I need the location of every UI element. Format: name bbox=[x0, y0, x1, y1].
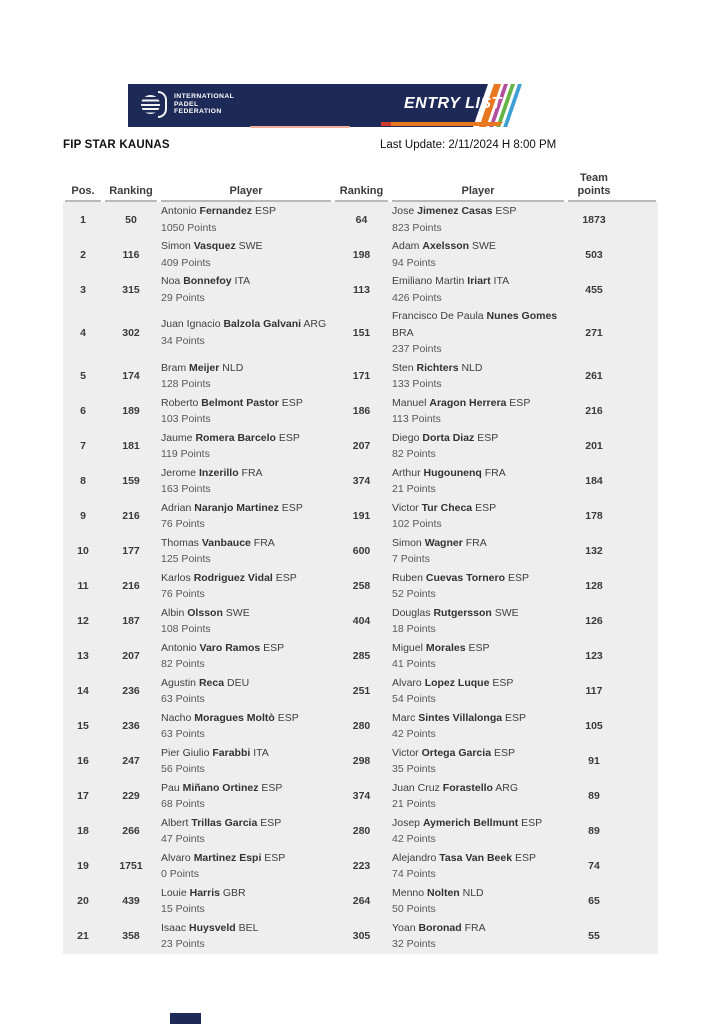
fip-logo bbox=[141, 91, 234, 118]
player-cell-1 bbox=[159, 709, 333, 744]
ranking-cell-2: 251 bbox=[352, 685, 371, 697]
table-row bbox=[63, 307, 658, 359]
player-cell-2 bbox=[390, 202, 566, 237]
player-cell-2 bbox=[390, 709, 566, 744]
player-cell-2 bbox=[390, 569, 566, 604]
player-points: 21 Points bbox=[392, 483, 436, 495]
player-cell-1 bbox=[159, 639, 333, 674]
logo-line-2: PADEL bbox=[174, 100, 199, 108]
player-cell-2 bbox=[390, 272, 566, 307]
player-points: 7 Points bbox=[392, 553, 430, 565]
player-name: Pier Giulio Farabbi ITA bbox=[161, 746, 269, 759]
table-row bbox=[63, 814, 658, 849]
player-cell-1 bbox=[159, 814, 333, 849]
player-cell-2 bbox=[390, 919, 566, 954]
player-cell-1 bbox=[159, 569, 333, 604]
team-points-cell: 91 bbox=[588, 755, 600, 767]
ranking-cell-1: 116 bbox=[122, 248, 140, 261]
player-points: 56 Points bbox=[161, 763, 205, 775]
pos-cell: 10 bbox=[77, 545, 89, 557]
table-row bbox=[63, 779, 658, 814]
player-cell-2 bbox=[390, 744, 566, 779]
ranking-cell-1: 439 bbox=[122, 895, 140, 907]
player-points: 63 Points bbox=[161, 728, 205, 740]
team-points-cell: 117 bbox=[585, 685, 603, 697]
player-name: Isaac Huysveld BEL bbox=[161, 921, 259, 934]
player-points: 76 Points bbox=[161, 588, 205, 600]
player-cell-1 bbox=[159, 674, 333, 709]
ranking-cell-1: 159 bbox=[122, 475, 140, 487]
player-name: Douglas Rutgersson SWE bbox=[392, 606, 519, 619]
player-cell-1 bbox=[159, 604, 333, 639]
last-update-label: Last Update: 2/11/2024 H 8:00 PM bbox=[380, 139, 557, 151]
player-points: 1050 Points bbox=[161, 221, 217, 234]
ranking-cell-1: 266 bbox=[122, 825, 140, 837]
player-name: Nacho Moragues Moltò ESP bbox=[161, 711, 299, 724]
column-header-ranking-1: Ranking bbox=[105, 185, 157, 203]
ranking-cell-2: 113 bbox=[353, 283, 370, 296]
logo-line-1: INTERNATIONAL bbox=[174, 93, 235, 101]
player-points: 128 Points bbox=[161, 378, 211, 390]
column-header-pos: Pos. bbox=[65, 185, 101, 203]
player-cell-1 bbox=[159, 499, 333, 534]
player-name: Albert Trillas Garcia ESP bbox=[161, 816, 282, 829]
ranking-cell-1: 229 bbox=[122, 790, 140, 802]
player-name: Jaume Romera Barcelo ESP bbox=[161, 431, 300, 444]
team-points-cell: 105 bbox=[585, 720, 603, 732]
player-points: 108 Points bbox=[161, 623, 211, 635]
player-points: 74 Points bbox=[392, 868, 436, 880]
ranking-cell-1: 302 bbox=[122, 326, 140, 339]
team-points-cell: 89 bbox=[588, 790, 600, 802]
entry-list-banner bbox=[128, 84, 518, 127]
player-points: 52 Points bbox=[392, 588, 436, 600]
player-cell-2 bbox=[390, 499, 566, 534]
table-row bbox=[63, 744, 658, 779]
table-row bbox=[63, 534, 658, 569]
pos-cell: 3 bbox=[80, 283, 86, 296]
table-row bbox=[63, 359, 658, 394]
pos-cell: 2 bbox=[80, 248, 86, 261]
player-points: 0 Points bbox=[161, 868, 199, 880]
pos-cell: 5 bbox=[80, 370, 86, 382]
pos-cell: 9 bbox=[80, 510, 86, 522]
player-cell-1 bbox=[159, 884, 333, 919]
table-row bbox=[63, 709, 658, 744]
ranking-cell-2: 223 bbox=[352, 860, 371, 872]
player-cell-2 bbox=[390, 604, 566, 639]
player-cell-2 bbox=[390, 534, 566, 569]
team-points-cell: 271 bbox=[585, 326, 603, 339]
player-name: Victor Tur Checa ESP bbox=[392, 501, 497, 514]
ranking-cell-1: 1751 bbox=[119, 860, 143, 872]
ranking-cell-2: 280 bbox=[352, 825, 371, 837]
player-cell-2 bbox=[390, 849, 566, 884]
player-name: Jose Jimenez Casas ESP bbox=[392, 205, 517, 217]
banner-underline-orange bbox=[391, 122, 503, 126]
player-name: Ruben Cuevas Tornero ESP bbox=[392, 571, 529, 584]
ranking-cell-1: 177 bbox=[122, 545, 140, 557]
table-row bbox=[63, 569, 658, 604]
player-points: 82 Points bbox=[392, 448, 436, 460]
pos-cell: 12 bbox=[77, 615, 89, 627]
ranking-cell-1: 247 bbox=[122, 755, 140, 767]
pos-cell: 13 bbox=[77, 650, 89, 662]
player-points: 82 Points bbox=[161, 658, 205, 670]
column-header-player-1: Player bbox=[161, 185, 331, 203]
player-cell-1 bbox=[159, 394, 333, 429]
arc-icon bbox=[158, 91, 167, 118]
team-points-cell: 184 bbox=[585, 475, 603, 487]
ranking-cell-1: 216 bbox=[122, 580, 140, 592]
player-points: 54 Points bbox=[392, 693, 436, 705]
player-cell-2 bbox=[390, 429, 566, 464]
player-cell-1 bbox=[159, 464, 333, 499]
ranking-cell-2: 258 bbox=[352, 580, 371, 592]
player-name: Agustin Reca DEU bbox=[161, 676, 250, 689]
banner-underline-salmon bbox=[250, 126, 350, 128]
player-name: Yoan Boronad FRA bbox=[392, 921, 486, 934]
player-points: 113 Points bbox=[392, 413, 441, 425]
table-row bbox=[63, 202, 658, 237]
player-name: Juan Cruz Forastello ARG bbox=[392, 781, 519, 794]
ranking-cell-2: 207 bbox=[352, 440, 371, 452]
logo-line-3: FEDERATION bbox=[174, 108, 222, 116]
pos-cell: 18 bbox=[77, 825, 89, 837]
ranking-cell-1: 189 bbox=[122, 405, 140, 417]
ranking-cell-2: 374 bbox=[352, 475, 371, 487]
pos-cell: 17 bbox=[77, 790, 89, 802]
player-points: 133 Points bbox=[392, 378, 442, 390]
ranking-cell-2: 285 bbox=[352, 650, 371, 662]
team-points-cell: 503 bbox=[585, 248, 603, 261]
ranking-cell-2: 305 bbox=[352, 930, 371, 942]
team-points-cell: 89 bbox=[588, 825, 600, 837]
table-row bbox=[63, 919, 658, 954]
table-row bbox=[63, 394, 658, 429]
ranking-cell-2: 198 bbox=[352, 248, 371, 261]
banner-underline-red bbox=[381, 122, 391, 126]
player-cell-2 bbox=[390, 639, 566, 674]
column-header-team-points: Team points bbox=[568, 172, 656, 202]
player-cell-1 bbox=[159, 315, 333, 350]
player-name: Alvaro Lopez Luque ESP bbox=[392, 676, 514, 689]
player-points: 119 Points bbox=[161, 448, 210, 460]
ranking-cell-2: 298 bbox=[352, 755, 371, 767]
column-header-ranking-2: Ranking bbox=[335, 185, 388, 203]
table-row bbox=[63, 272, 658, 307]
player-points: 103 Points bbox=[161, 413, 211, 425]
ranking-cell-1: 216 bbox=[122, 510, 140, 522]
player-name: Roberto Belmont Pastor ESP bbox=[161, 396, 303, 409]
player-name: Pau Miñano Ortinez ESP bbox=[161, 781, 283, 794]
team-points-cell: 128 bbox=[585, 580, 603, 592]
team-points-cell: 216 bbox=[585, 405, 603, 417]
player-name: Simon Wagner FRA bbox=[392, 536, 487, 549]
team-points-cell: 261 bbox=[585, 370, 603, 382]
player-points: 18 Points bbox=[392, 623, 436, 635]
player-points: 125 Points bbox=[161, 553, 211, 565]
player-name: Antonio Fernandez ESP bbox=[161, 205, 276, 217]
pos-cell: 1 bbox=[80, 213, 86, 226]
player-name: Jerome Inzerillo FRA bbox=[161, 466, 263, 479]
team-points-cell: 201 bbox=[585, 440, 603, 452]
team-points-cell: 65 bbox=[588, 895, 600, 907]
player-points: 237 Points bbox=[392, 343, 442, 355]
table-row bbox=[63, 464, 658, 499]
player-name: Karlos Rodriguez Vidal ESP bbox=[161, 571, 297, 584]
ranking-cell-2: 264 bbox=[352, 895, 371, 907]
player-name: Albin Olsson SWE bbox=[161, 606, 250, 619]
player-name: Emiliano Martin Iriart ITA bbox=[392, 275, 510, 287]
player-name: Victor Ortega Garcia ESP bbox=[392, 746, 515, 759]
player-name: Diego Dorta Diaz ESP bbox=[392, 431, 499, 444]
pos-cell: 6 bbox=[80, 405, 86, 417]
pos-cell: 19 bbox=[77, 860, 89, 872]
player-cell-2 bbox=[390, 464, 566, 499]
player-cell-1 bbox=[159, 272, 333, 307]
team-points-cell: 132 bbox=[585, 545, 603, 557]
entry-table bbox=[63, 172, 658, 954]
player-points: 32 Points bbox=[392, 938, 436, 950]
player-name: Sten Richters NLD bbox=[392, 361, 483, 374]
player-cell-2 bbox=[390, 237, 566, 272]
table-body bbox=[63, 202, 658, 954]
player-name: Adam Axelsson SWE bbox=[392, 240, 496, 252]
player-points: 823 Points bbox=[392, 221, 442, 234]
player-cell-2 bbox=[390, 307, 566, 359]
pos-cell: 7 bbox=[80, 440, 86, 452]
event-title: FIP STAR KAUNAS bbox=[63, 139, 170, 151]
player-points: 29 Points bbox=[161, 291, 205, 304]
ranking-cell-1: 358 bbox=[122, 930, 140, 942]
ranking-cell-2: 171 bbox=[352, 370, 371, 382]
player-cell-2 bbox=[390, 674, 566, 709]
table-row bbox=[63, 499, 658, 534]
ranking-cell-2: 191 bbox=[352, 510, 371, 522]
ranking-cell-1: 181 bbox=[122, 440, 140, 452]
player-points: 21 Points bbox=[392, 798, 436, 810]
player-name: Marc Sintes Villalonga ESP bbox=[392, 711, 527, 724]
ranking-cell-2: 280 bbox=[352, 720, 371, 732]
player-points: 426 Points bbox=[392, 291, 442, 304]
player-name: Alejandro Tasa Van Beek ESP bbox=[392, 851, 536, 864]
player-points: 50 Points bbox=[392, 903, 436, 915]
player-points: 76 Points bbox=[161, 518, 205, 530]
table-row bbox=[63, 884, 658, 919]
entry-list-title: ENTRY LIST bbox=[404, 95, 502, 112]
player-name: Bram Meijer NLD bbox=[161, 361, 244, 374]
table-header bbox=[63, 172, 658, 202]
ranking-cell-2: 374 bbox=[352, 790, 371, 802]
player-name: Josep Aymerich Bellmunt ESP bbox=[392, 816, 543, 829]
player-points: 41 Points bbox=[392, 658, 436, 670]
player-cell-2 bbox=[390, 779, 566, 814]
player-name: Manuel Aragon Herrera ESP bbox=[392, 396, 531, 409]
player-name: Noa Bonnefoy ITA bbox=[161, 275, 251, 287]
ranking-cell-1: 207 bbox=[122, 650, 140, 662]
column-header-player-2: Player bbox=[392, 185, 564, 203]
ranking-cell-1: 174 bbox=[122, 370, 140, 382]
pos-cell: 15 bbox=[77, 720, 89, 732]
player-name: Louie Harris GBR bbox=[161, 886, 246, 899]
player-cell-1 bbox=[159, 919, 333, 954]
player-name: Antonio Varo Ramos ESP bbox=[161, 641, 285, 654]
player-points: 102 Points bbox=[392, 518, 442, 530]
player-points: 23 Points bbox=[161, 938, 205, 950]
ranking-cell-1: 236 bbox=[122, 685, 140, 697]
team-points-cell: 55 bbox=[588, 930, 600, 942]
player-cell-1 bbox=[159, 779, 333, 814]
pos-cell: 8 bbox=[80, 475, 86, 487]
player-cell-2 bbox=[390, 814, 566, 849]
player-name: Alvaro Martinez Espi ESP bbox=[161, 851, 286, 864]
player-points: 35 Points bbox=[392, 763, 436, 775]
table-row bbox=[63, 849, 658, 884]
player-points: 34 Points bbox=[161, 334, 205, 347]
ranking-cell-1: 187 bbox=[122, 615, 140, 627]
ranking-cell-1: 50 bbox=[125, 213, 137, 226]
player-points: 15 Points bbox=[161, 903, 205, 915]
player-cell-1 bbox=[159, 359, 333, 394]
pos-cell: 4 bbox=[80, 326, 86, 339]
table-row bbox=[63, 674, 658, 709]
player-cell-1 bbox=[159, 237, 333, 272]
ranking-cell-1: 315 bbox=[122, 283, 140, 296]
player-points: 409 Points bbox=[161, 256, 211, 269]
player-points: 94 Points bbox=[392, 256, 436, 269]
player-points: 42 Points bbox=[392, 833, 436, 845]
player-cell-1 bbox=[159, 534, 333, 569]
player-name: Miguel Morales ESP bbox=[392, 641, 490, 654]
player-cell-2 bbox=[390, 884, 566, 919]
pos-cell: 11 bbox=[77, 580, 89, 592]
player-name: Simon Vasquez SWE bbox=[161, 240, 263, 252]
table-row bbox=[63, 237, 658, 272]
team-points-cell: 74 bbox=[588, 860, 600, 872]
ranking-cell-2: 600 bbox=[352, 545, 371, 557]
player-name: Adrian Naranjo Martinez ESP bbox=[161, 501, 303, 514]
player-cell-1 bbox=[159, 849, 333, 884]
player-cell-1 bbox=[159, 202, 333, 237]
team-points-cell: 126 bbox=[585, 615, 603, 627]
ranking-cell-2: 151 bbox=[352, 326, 371, 339]
player-name: Menno Nolten NLD bbox=[392, 886, 484, 899]
player-name: Arthur Hugounenq FRA bbox=[392, 466, 506, 479]
player-points: 163 Points bbox=[161, 483, 211, 495]
ranking-cell-1: 236 bbox=[122, 720, 140, 732]
table-row bbox=[63, 604, 658, 639]
team-points-cell: 1873 bbox=[582, 213, 606, 226]
team-points-cell: 455 bbox=[585, 283, 603, 296]
ranking-cell-2: 64 bbox=[355, 213, 368, 226]
pos-cell: 21 bbox=[77, 930, 89, 942]
table-row bbox=[63, 429, 658, 464]
fip-logo-text bbox=[174, 93, 234, 115]
team-points-cell: 178 bbox=[585, 510, 603, 522]
player-name: Francisco De Paula Nunes Gomes BRA bbox=[392, 310, 558, 339]
player-name: Thomas Vanbauce FRA bbox=[161, 536, 275, 549]
player-cell-2 bbox=[390, 359, 566, 394]
player-points: 63 Points bbox=[161, 693, 205, 705]
player-cell-2 bbox=[390, 394, 566, 429]
player-cell-1 bbox=[159, 429, 333, 464]
pos-cell: 16 bbox=[77, 755, 89, 767]
ranking-cell-2: 404 bbox=[352, 615, 371, 627]
ranking-cell-2: 186 bbox=[352, 405, 371, 417]
player-name: Juan Ignacio Balzola Galvani ARG bbox=[161, 318, 327, 331]
next-page-edge bbox=[170, 1013, 201, 1024]
player-points: 47 Points bbox=[161, 833, 205, 845]
team-points-cell: 123 bbox=[585, 650, 603, 662]
player-points: 68 Points bbox=[161, 798, 205, 810]
player-cell-1 bbox=[159, 744, 333, 779]
player-points: 42 Points bbox=[392, 728, 436, 740]
pos-cell: 20 bbox=[77, 895, 89, 907]
pos-cell: 14 bbox=[77, 685, 89, 697]
table-row bbox=[63, 639, 658, 674]
